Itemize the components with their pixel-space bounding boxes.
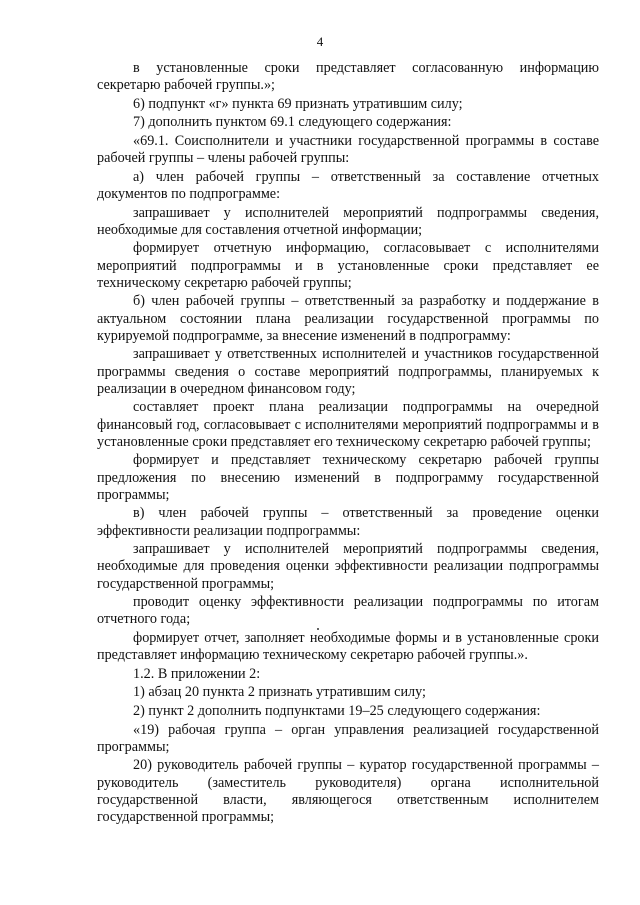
paragraph: формирует отчет, заполняет необходимые формы и в установленные сроки представляет информацию техническому секретарю рабочей группы.».	[97, 629, 599, 664]
paragraph: запрашивает у исполнителей мероприятий подпрограммы сведения, необходимые для проведения оценки эффективности реализации подпрограммы государственной программы;	[97, 541, 599, 592]
paragraph: «19) рабочая группа – орган управления реализацией государственной программы;	[97, 721, 599, 755]
document-body	[97, 60, 599, 828]
paragraph: проводит оценку эффективности реализации подпрограммы по итогам отчетного года;	[97, 594, 599, 628]
paragraph: «69.1. Соисполнители и участники государственной программы в составе рабочей группы – члены рабочей группы:	[97, 132, 599, 167]
paragraph: 2) пункт 2 дополнить подпунктами 19–25 следующего содержания:	[133, 702, 541, 719]
paragraph: 7) дополнить пунктом 69.1 следующего содержания:	[133, 114, 452, 131]
paragraph: 1.2. В приложении 2:	[133, 665, 261, 682]
paragraph: запрашивает у ответственных исполнителей и участников государственной программы сведения о составе мероприятий подпрограммы, планируемых к реализации в очередном финансовом году;	[97, 346, 599, 397]
paragraph: формирует и представляет техническому секретарю рабочей группы предложения по внесению изменений в подпрограмму государственной программы;	[97, 452, 599, 503]
paragraph: в установленные сроки представляет согласованную информацию секретарю рабочей группы.»;	[97, 60, 599, 94]
scan-speck	[317, 628, 319, 630]
paragraph: в) член рабочей группы – ответственный за проведение оценки эффективности реализации подпрограммы:	[97, 505, 599, 539]
paragraph: а) член рабочей группы – ответственный за составление отчетных документов по подпрограмме:	[97, 168, 599, 202]
paragraph: 1) абзац 20 пункта 2 признать утратившим силу;	[133, 684, 426, 701]
paragraph: запрашивает у исполнителей мероприятий подпрограммы сведения, необходимые для составления отчетной информации;	[97, 204, 599, 238]
paragraph: формирует отчетную информацию, согласовывает с исполнителями мероприятий подпрограммы и в установленные сроки представляет ее техническому секретарю рабочей группы;	[97, 240, 599, 291]
paragraph: б) член рабочей группы – ответственный за разработку и поддержание в актуальном состоянии плана реализации государственной программы по курируемой подпрограмме, за внесение изменений в подпрограмму:	[97, 293, 599, 344]
paragraph: 6) подпункт «г» пункта 69 признать утратившим силу;	[133, 95, 463, 112]
paragraph: составляет проект плана реализации подпрограммы на очередной финансовый год, согласовывает с исполнителями мероприятий подпрограммы и в установленные сроки представляет его техническому секретарю рабочей группы;	[97, 399, 599, 450]
paragraph: 20) руководитель рабочей группы – куратор государственной программы – руководитель (заместитель руководителя) органа исполнительной государственной власти, являющегося ответственным исполнителем государственной программы;	[97, 757, 599, 825]
page-number: 4	[316, 34, 324, 49]
